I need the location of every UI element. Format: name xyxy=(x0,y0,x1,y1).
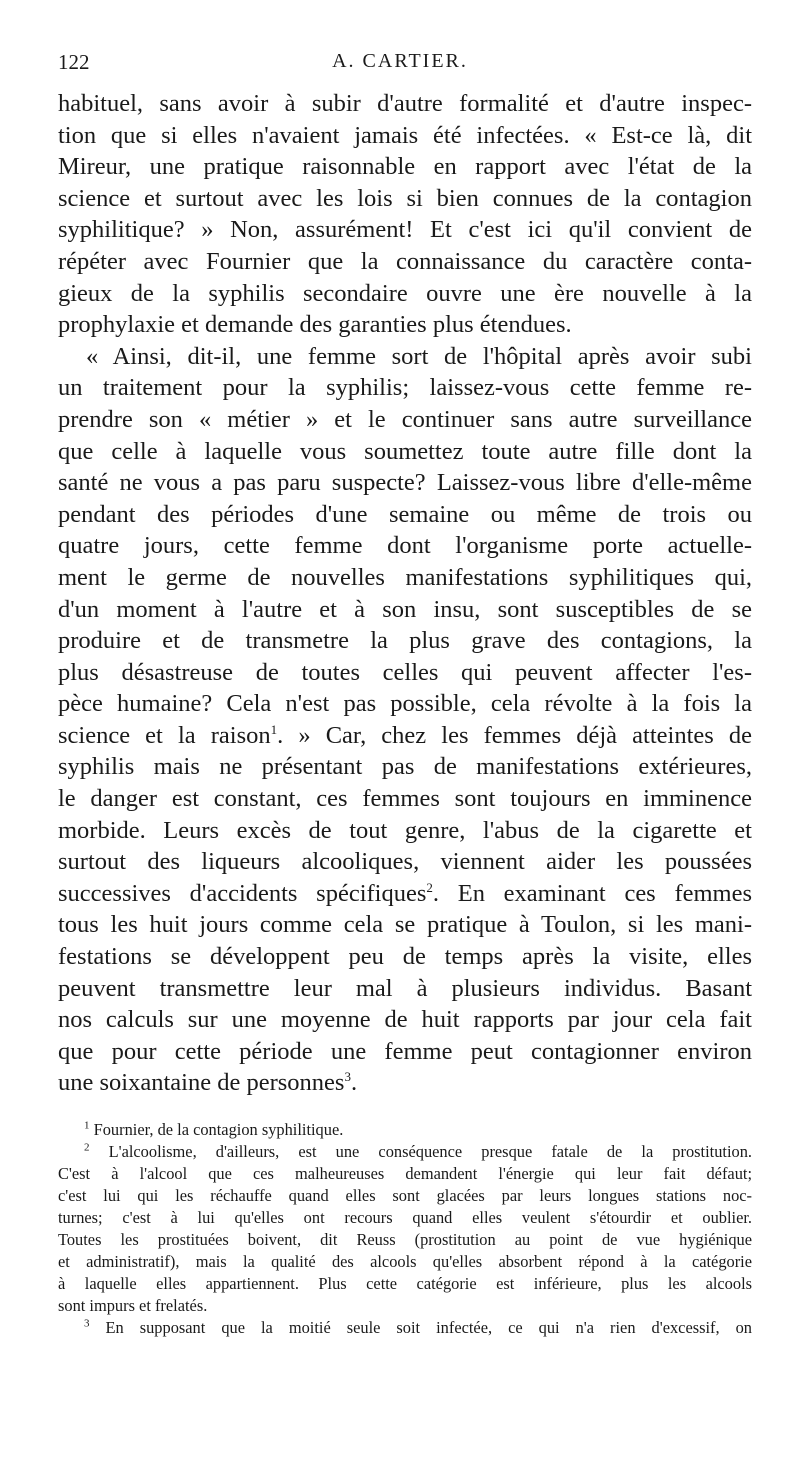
footnote-line: sont impurs et frelatés. xyxy=(58,1296,208,1315)
text-line: gieux de la syphilis secondaire ouvre une ère nouvelle à la xyxy=(58,279,752,307)
footnote-ref: 2 xyxy=(426,879,433,895)
footnote-line: Toutes les prostituées boivent, dit Reuss (prostitution au point de vue hygiénique xyxy=(58,1230,752,1249)
footnotes xyxy=(58,1119,752,1339)
text-line: morbide. Leurs excès de tout genre, l'abus de la cigarette et xyxy=(58,816,752,844)
text-line: pèce humaine? Cela n'est pas possible, cela révolte à la fois la xyxy=(58,690,752,718)
running-head: A. CARTIER. xyxy=(332,50,468,72)
page-number: 122 xyxy=(58,50,90,74)
footnote xyxy=(58,1119,752,1141)
text-line: le danger est constant, ces femmes sont toujours en imminence xyxy=(58,785,752,813)
text-segment: . En examinant ces femmes xyxy=(432,879,752,907)
text-line xyxy=(58,878,752,910)
text-line: que pour cette période une femme peut contagionner environ xyxy=(58,1037,752,1065)
text-line: prendre son « métier » et le continuer sans autre surveillance xyxy=(58,405,752,433)
footnote-line: c'est lui qui les réchauffe quand elles sont glacées par leurs longues stations noc- xyxy=(58,1186,752,1205)
text-line: quatre jours, cette femme dont l'organisme porte actuelle- xyxy=(58,532,752,560)
main-text xyxy=(58,88,752,1099)
text-line: syphilitique? » Non, assurément! Et c'est ici qu'il convient de xyxy=(58,216,752,244)
footnote-text: L'alcoolisme, d'ailleurs, est une conséquence presque fatale de la prostitution. xyxy=(108,1142,752,1161)
text-segment: une soixantaine de personnes xyxy=(58,1069,345,1097)
text-line: pendant des périodes d'une semaine ou même de trois ou xyxy=(58,500,752,528)
footnote-mark: 3 xyxy=(84,1317,90,1330)
footnote xyxy=(58,1141,752,1163)
text-line: festations se développent peu de temps après la visite, elles xyxy=(58,943,752,971)
text-line: tion que si elles n'avaient jamais été infectées. « Est-ce là, dit xyxy=(58,121,752,149)
footnote-mark: 2 xyxy=(84,1141,90,1154)
text-line: Mireur, une pratique raisonnable en rapport avec l'état de la xyxy=(58,153,752,181)
text-line: santé ne vous a pas paru suspecte? Laissez-vous libre d'elle-même xyxy=(58,469,752,497)
footnote-line: à laquelle elles appartiennent. Plus cette catégorie est inférieure, plus les alcools xyxy=(58,1274,752,1293)
text-line: que celle à laquelle vous soumettez toute autre fille dont la xyxy=(58,437,752,465)
text-line: d'un moment à l'autre et à son insu, sont susceptibles de se xyxy=(58,595,752,623)
footnote xyxy=(58,1317,752,1339)
text-line: science et surtout avec les lois si bien connues de la contagion xyxy=(58,184,752,212)
text-line: syphilis mais ne présentant pas de manifestations extérieures, xyxy=(58,753,752,781)
footnote-mark: 1 xyxy=(84,1119,90,1132)
text-segment: successives d'accidents spécifiques xyxy=(58,879,427,907)
text-line: plus désastreuse de toutes celles qui peuvent affecter l'es- xyxy=(58,658,752,686)
text-line: ment le germe de nouvelles manifestations syphilitiques qui, xyxy=(58,563,752,591)
text-line xyxy=(58,1067,752,1099)
page-header xyxy=(58,50,742,84)
text-line: produire et de transmetre la plus grave des contagions, la xyxy=(58,627,752,655)
text-line: peuvent transmettre leur mal à plusieurs individus. Basant xyxy=(58,974,752,1002)
text-segment: . » Car, chez les femmes déjà atteintes de xyxy=(277,721,752,749)
text-line xyxy=(58,720,752,752)
text-line: « Ainsi, dit-il, une femme sort de l'hôpital après avoir subi xyxy=(86,342,752,370)
footnote-line: C'est à l'alcool que ces malheureuses demandent l'énergie qui leur fait défaut; xyxy=(58,1164,752,1183)
footnote-text: En supposant que la moitié seule soit infectée, ce qui n'a rien d'excessif, on xyxy=(105,1318,752,1337)
footnote-ref: 1 xyxy=(270,721,278,737)
text-line: habituel, sans avoir à subir d'autre formalité et d'autre inspec- xyxy=(58,90,752,117)
text-line: tous les huit jours comme cela se pratique à Toulon, si les mani- xyxy=(58,911,752,939)
text-line: nos calculs sur une moyenne de huit rapports par jour cela fait xyxy=(58,1006,752,1034)
footnote-text: Fournier, de la contagion syphilitique. xyxy=(93,1120,344,1139)
footnote-ref: 3 xyxy=(344,1069,351,1085)
footnote-line: turnes; c'est à lui qu'elles ont recours quand elles veulent s'étourdir et oublier. xyxy=(58,1208,752,1227)
text-line: répéter avec Fournier que la connaissance du caractère conta- xyxy=(58,247,752,275)
text-segment: . xyxy=(350,1069,358,1097)
footnote-line: et administratif), mais la qualité des alcools qu'elles absorbent répond à la catégorie xyxy=(58,1252,752,1271)
text-line: surtout des liqueurs alcooliques, viennent aider les poussées xyxy=(58,848,752,876)
text-segment: science et la raison xyxy=(58,721,271,749)
text-line: prophylaxie et demande des garanties plus étendues. xyxy=(58,311,572,339)
text-line: un traitement pour la syphilis; laissez-vous cette femme re- xyxy=(58,374,752,402)
